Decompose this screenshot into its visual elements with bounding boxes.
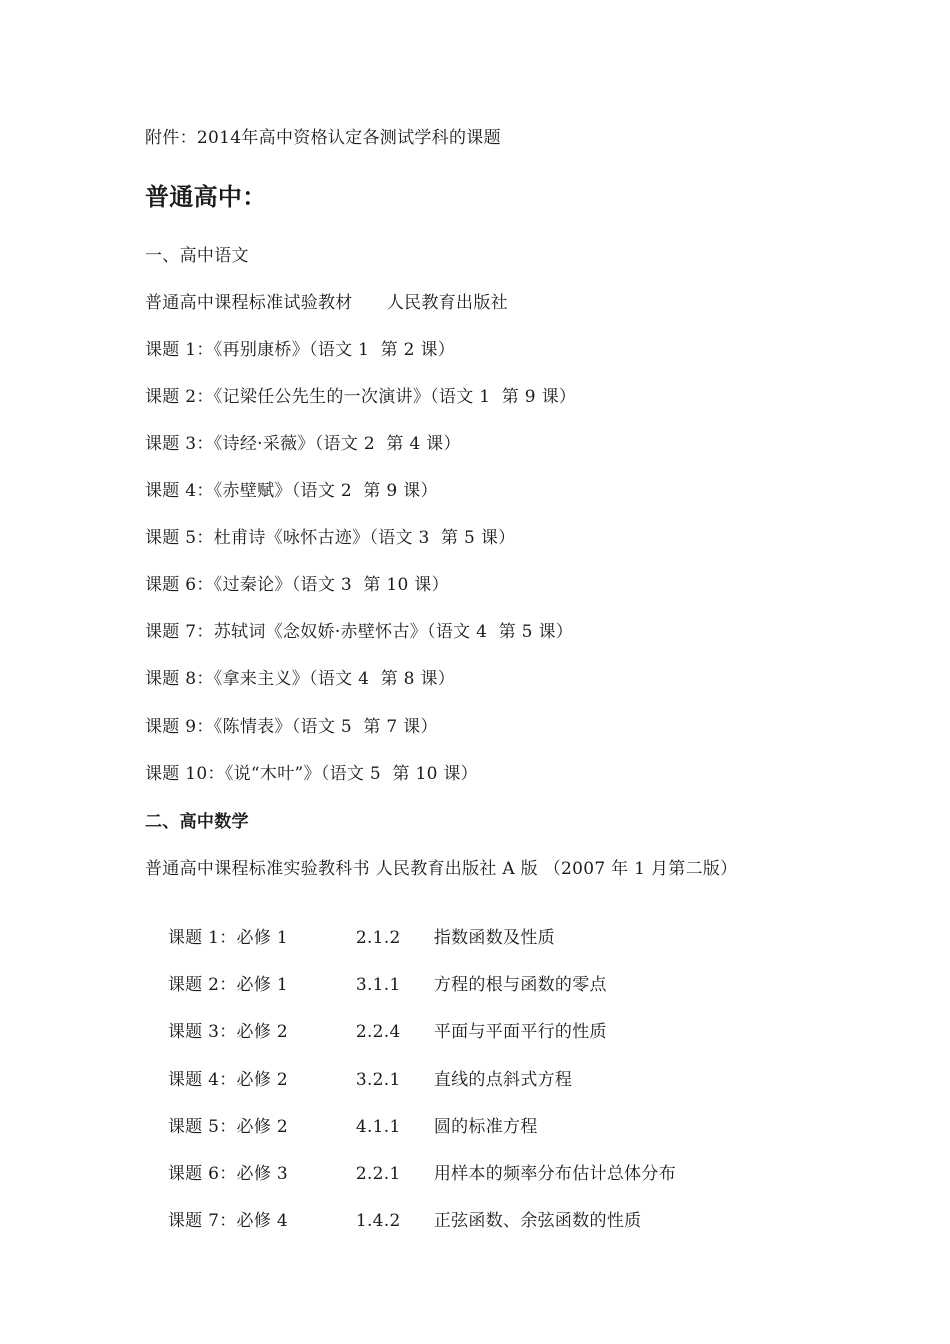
- math-topic-section: 2.2.4: [355, 1022, 401, 1042]
- math-topic-section: 2.1.2: [355, 928, 401, 948]
- chinese-topic-8: 课题 8：《拿来主义》（语文 4 第 8 课）: [145, 669, 456, 689]
- math-topic-row: [145, 1188, 641, 1254]
- chinese-topic-7: 课题 7：苏轼词《念奴娇·赤壁怀古》（语文 4 第 5 课）: [145, 622, 574, 642]
- math-topic-title: 平面与平面平行的性质: [433, 1022, 607, 1042]
- chinese-topic-10: 课题 10：《说“木叶”》（语文 5 第 10 课）: [145, 764, 478, 784]
- chinese-topic-6: 课题 6：《过秦论》（语文 3 第 10 课）: [145, 575, 449, 595]
- math-topic-label: 课题 2：必修 1: [167, 975, 288, 995]
- math-topic-title: 圆的标准方程: [433, 1117, 538, 1137]
- chinese-textbook: 普通高中课程标准试验教材 人民教育出版社: [145, 293, 508, 313]
- math-topic-section: 2.2.1: [355, 1164, 401, 1184]
- chinese-heading: 一、高中语文: [145, 246, 249, 266]
- chinese-topic-4: 课题 4：《赤壁赋》（语文 2 第 9 课）: [145, 481, 438, 501]
- math-topic-label: 课题 5：必修 2: [167, 1117, 288, 1137]
- chinese-topic-9: 课题 9：《陈情表》（语文 5 第 7 课）: [145, 717, 438, 737]
- math-topic-title: 用样本的频率分布估计总体分布: [433, 1164, 677, 1184]
- math-topic-section: 3.2.1: [355, 1070, 401, 1090]
- math-topic-section: 3.1.1: [355, 975, 401, 995]
- math-topic-section: 4.1.1: [355, 1117, 401, 1137]
- math-topic-label: 课题 4：必修 2: [167, 1070, 288, 1090]
- math-topic-title: 正弦函数、余弦函数的性质: [433, 1211, 642, 1231]
- attachment-title: 附件：2014年高中资格认定各测试学科的课题: [145, 128, 501, 148]
- chinese-topic-1: 课题 1：《再别康桥》（语文 1 第 2 课）: [145, 340, 456, 360]
- math-textbook: 普通高中课程标准实验教科书 人民教育出版社 A 版 （2007 年 1 月第二版）: [145, 859, 738, 879]
- chinese-topic-5: 课题 5：杜甫诗《咏怀古迹》（语文 3 第 5 课）: [145, 528, 516, 548]
- math-topic-title: 指数函数及性质: [433, 928, 555, 948]
- math-topic-title: 直线的点斜式方程: [433, 1070, 573, 1090]
- math-topic-label: 课题 6：必修 3: [167, 1164, 288, 1184]
- math-topic-title: 方程的根与函数的零点: [433, 975, 607, 995]
- chinese-topic-3: 课题 3：《诗经·采薇》（语文 2 第 4 课）: [145, 434, 461, 454]
- math-topic-section: 1.4.2: [355, 1211, 401, 1231]
- math-topic-label: 课题 1：必修 1: [167, 928, 288, 948]
- chinese-topic-2: 课题 2：《记梁任公先生的一次演讲》（语文 1 第 9 课）: [145, 387, 577, 407]
- math-topic-label: 课题 7：必修 4: [167, 1211, 288, 1231]
- section-title: 普通高中：: [145, 183, 267, 211]
- math-heading: 二、高中数学: [145, 812, 249, 832]
- math-topic-label: 课题 3：必修 2: [167, 1022, 288, 1042]
